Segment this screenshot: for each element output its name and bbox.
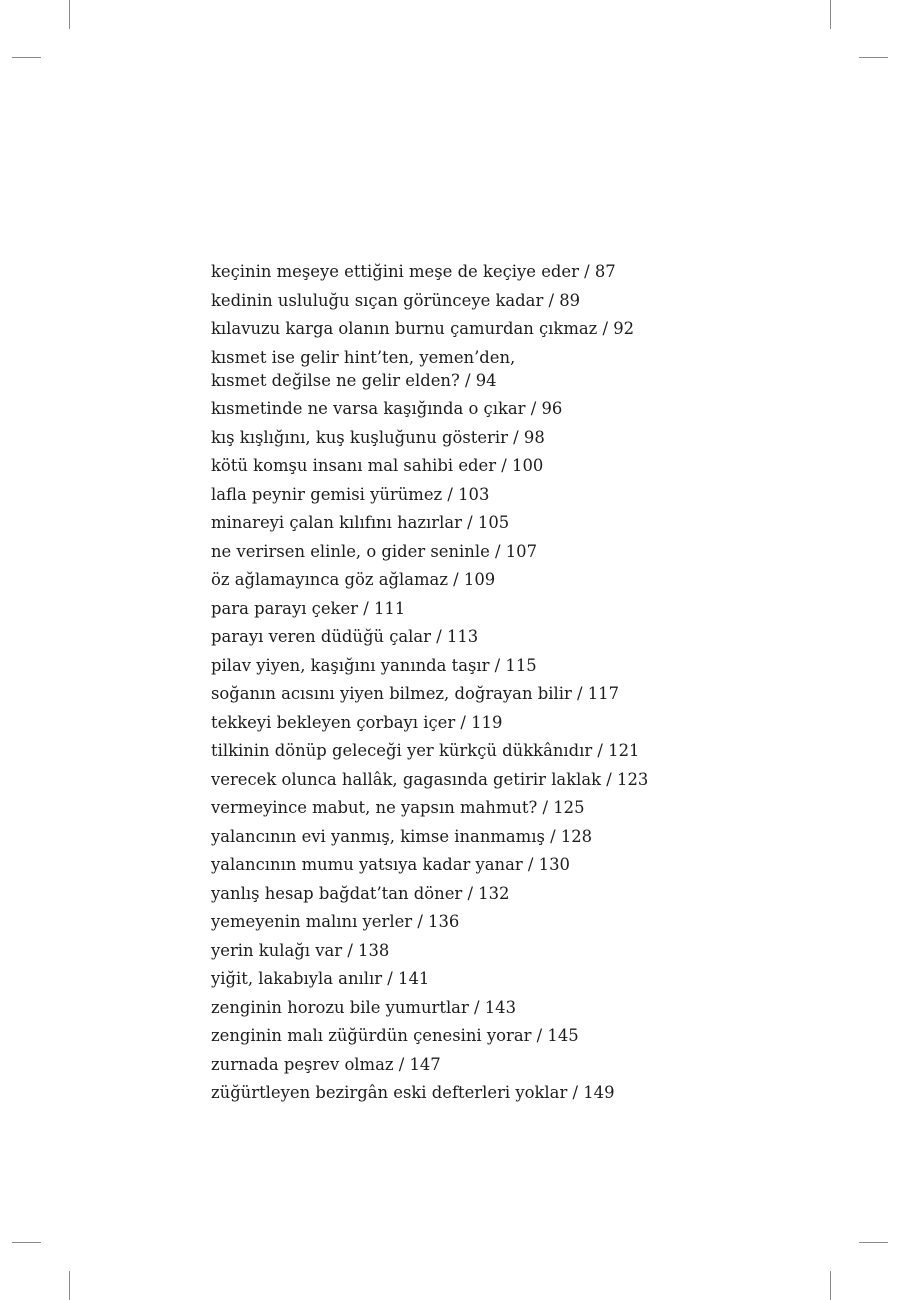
toc-entry: yanlış hesap bağdat’tan döner / 132 xyxy=(211,883,510,903)
toc-entry: verecek olunca hallâk, gagasında getirir laklak / 123 xyxy=(211,769,649,789)
toc-entry: kötü komşu insanı mal sahibi eder / 100 xyxy=(211,456,544,475)
toc-entry: kılavuzu karga olanın burnu çamurdan çıkmaz / 92 xyxy=(211,319,635,338)
toc-entry: tekkeyi bekleyen çorbayı içer / 119 xyxy=(211,712,503,732)
toc-entry: züğürtleyen bezirgân eski defterleri yoklar / 149 xyxy=(211,1083,615,1102)
crop-mark-top-right xyxy=(830,0,831,29)
toc-entry: vermeyince mabut, ne yapsın mahmut? / 125 xyxy=(211,798,585,817)
toc-entry: para parayı çeker / 111 xyxy=(211,598,406,618)
toc-entry: keçinin meşeye ettiğini meşe de keçiye eder / 87 xyxy=(211,262,616,281)
toc-entry: zurnada peşrev olmaz / 147 xyxy=(211,1054,441,1074)
crop-mark-left-bottom xyxy=(12,1242,41,1243)
crop-mark-right-bottom xyxy=(859,1242,888,1243)
toc-entry: soğanın acısını yiyen bilmez, doğrayan bilir / 117 xyxy=(211,684,620,703)
toc-entry: yemeyenin malını yerler / 136 xyxy=(211,912,460,931)
crop-mark-bottom-left xyxy=(69,1271,70,1300)
toc-entry: parayı veren düdüğü çalar / 113 xyxy=(211,627,479,646)
table-of-contents xyxy=(211,260,851,1110)
toc-entry: lafla peynir gemisi yürümez / 103 xyxy=(211,484,490,504)
toc-entry: yerin kulağı var / 138 xyxy=(211,940,390,960)
toc-entry: pilav yiyen, kaşığını yanında taşır / 115 xyxy=(211,655,537,675)
toc-entry: minareyi çalan kılıfını hazırlar / 105 xyxy=(211,513,510,532)
toc-entry: yiğit, lakabıyla anılır / 141 xyxy=(211,969,430,988)
toc-entry: ne verirsen elinle, o gider seninle / 107 xyxy=(211,541,538,561)
toc-entry: öz ağlamayınca göz ağlamaz / 109 xyxy=(211,570,496,589)
toc-entry: kedinin usluluğu sıçan görünceye kadar / 89 xyxy=(211,290,581,310)
crop-mark-bottom-right xyxy=(830,1271,831,1300)
toc-entry: yalancının evi yanmış, kimse inanmamış / 128 xyxy=(211,826,593,846)
toc-entry: zenginin malı züğürdün çenesini yorar / 145 xyxy=(211,1026,579,1045)
crop-mark-left-top xyxy=(12,57,41,58)
crop-mark-right-top xyxy=(859,57,888,58)
toc-entry: kısmet ise gelir hint’ten, yemen’den, kısmet değilse ne gelir elden? / 94 xyxy=(211,347,516,390)
toc-entry: zenginin horozu bile yumurtlar / 143 xyxy=(211,997,517,1017)
crop-mark-top-left xyxy=(69,0,70,29)
toc-entry: yalancının mumu yatsıya kadar yanar / 130 xyxy=(211,855,570,874)
toc-entry: kısmetinde ne varsa kaşığında o çıkar / 96 xyxy=(211,399,563,418)
toc-entry: kış kışlığını, kuş kuşluğunu gösterir / 98 xyxy=(211,427,545,447)
toc-entry: tilkinin dönüp geleceği yer kürkçü dükkânıdır / 121 xyxy=(211,741,640,760)
